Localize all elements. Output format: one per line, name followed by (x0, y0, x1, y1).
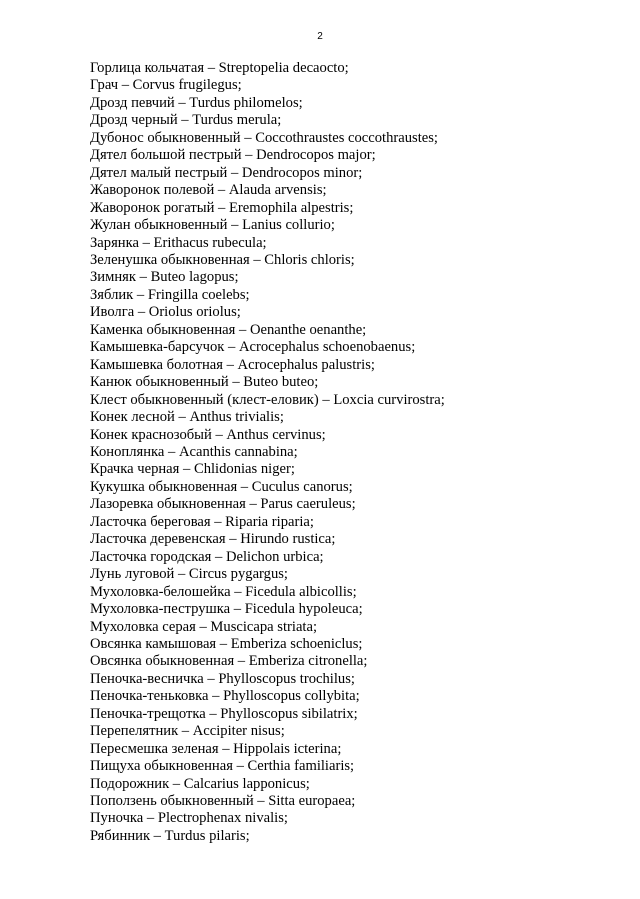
species-entry: Грач – Corvus frugilegus; (90, 77, 242, 94)
species-entry: Зеленушка обыкновенная – Chloris chloris; (90, 251, 355, 268)
species-entry: Мухоловка-пеструшка – Ficedula hypoleuca; (90, 601, 363, 618)
page-number: 2 (317, 31, 323, 42)
species-entry: Ласточка городская – Delichon urbica; (90, 548, 324, 565)
species-list (90, 60, 445, 845)
species-entry: Зяблик – Fringilla coelebs; (90, 286, 250, 303)
species-entry: Коноплянка – Acanthis cannabina; (90, 443, 298, 460)
species-entry: Пищуха обыкновенная – Certhia familiaris; (90, 758, 355, 775)
species-entry: Дрозд черный – Turdus merula; (90, 112, 282, 129)
species-entry: Кукушка обыкновенная – Cuculus canorus; (90, 478, 353, 495)
species-entry: Ласточка деревенская – Hirundo rustica; (90, 531, 336, 548)
species-entry: Пеночка-теньковка – Phylloscopus collybita; (90, 688, 360, 705)
species-entry: Поползень обыкновенный – Sitta europaea; (90, 793, 356, 810)
species-entry: Овсянка камышовая – Emberiza schoeniclus; (90, 635, 363, 652)
species-entry: Мухоловка серая – Muscicapa striata; (90, 618, 318, 635)
species-entry: Мухоловка-белошейка – Ficedula albicollis; (90, 583, 357, 600)
species-entry: Лазоревка обыкновенная – Parus caeruleus; (90, 496, 356, 513)
species-entry: Пеночка-трещотка – Phylloscopus sibilatrix; (90, 705, 358, 722)
species-entry: Жулан обыкновенный – Lanius collurio; (90, 217, 335, 234)
species-entry: Пуночка – Plectrophenax nivalis; (90, 810, 288, 827)
species-entry: Дятел малый пестрый – Dendrocopos minor; (90, 164, 363, 181)
species-entry: Горлица кольчатая – Streptopelia decaocto; (90, 60, 349, 76)
species-entry: Клест обыкновенный (клест-еловик) – Loxcia curvirostra; (90, 391, 445, 408)
species-entry: Перепелятник – Accipiter nisus; (90, 723, 285, 740)
species-entry: Иволга – Oriolus oriolus; (90, 304, 241, 321)
species-entry: Овсянка обыкновенная – Emberiza citronella; (90, 653, 368, 670)
species-entry: Крачка черная – Chlidonias niger; (90, 461, 295, 478)
species-entry: Конек лесной – Anthus trivialis; (90, 409, 284, 426)
species-entry: Зарянка – Erithacus rubecula; (90, 234, 267, 251)
species-entry: Камышевка болотная – Acrocephalus palustris; (90, 356, 375, 373)
species-entry: Пересмешка зеленая – Hippolais icterina; (90, 740, 342, 757)
species-entry: Дятел большой пестрый – Dendrocopos major; (90, 147, 376, 164)
species-entry: Ласточка береговая – Riparia riparia; (90, 513, 314, 530)
species-entry: Дрозд певчий – Turdus philomelos; (90, 94, 303, 111)
species-entry: Лунь луговой – Circus pygargus; (90, 566, 288, 583)
species-entry: Каменка обыкновенная – Oenanthe oenanthe; (90, 321, 367, 338)
species-entry: Пеночка-весничка – Phylloscopus trochilus; (90, 670, 355, 687)
species-entry: Дубонос обыкновенный – Coccothraustes coccothraustes; (90, 129, 438, 146)
species-entry: Конек краснозобый – Anthus cervinus; (90, 426, 326, 443)
species-entry: Подорожник – Calcarius lapponicus; (90, 775, 310, 792)
species-entry: Жаворонок полевой – Alauda arvensis; (90, 182, 327, 199)
species-entry: Канюк обыкновенный – Buteo buteo; (90, 374, 319, 391)
species-entry: Жаворонок рогатый – Eremophila alpestris; (90, 199, 354, 216)
species-entry: Зимняк – Buteo lagopus; (90, 269, 239, 286)
species-entry: Камышевка-барсучок – Acrocephalus schoenobaenus; (90, 339, 416, 356)
species-entry: Рябинник – Turdus pilaris; (90, 827, 250, 844)
